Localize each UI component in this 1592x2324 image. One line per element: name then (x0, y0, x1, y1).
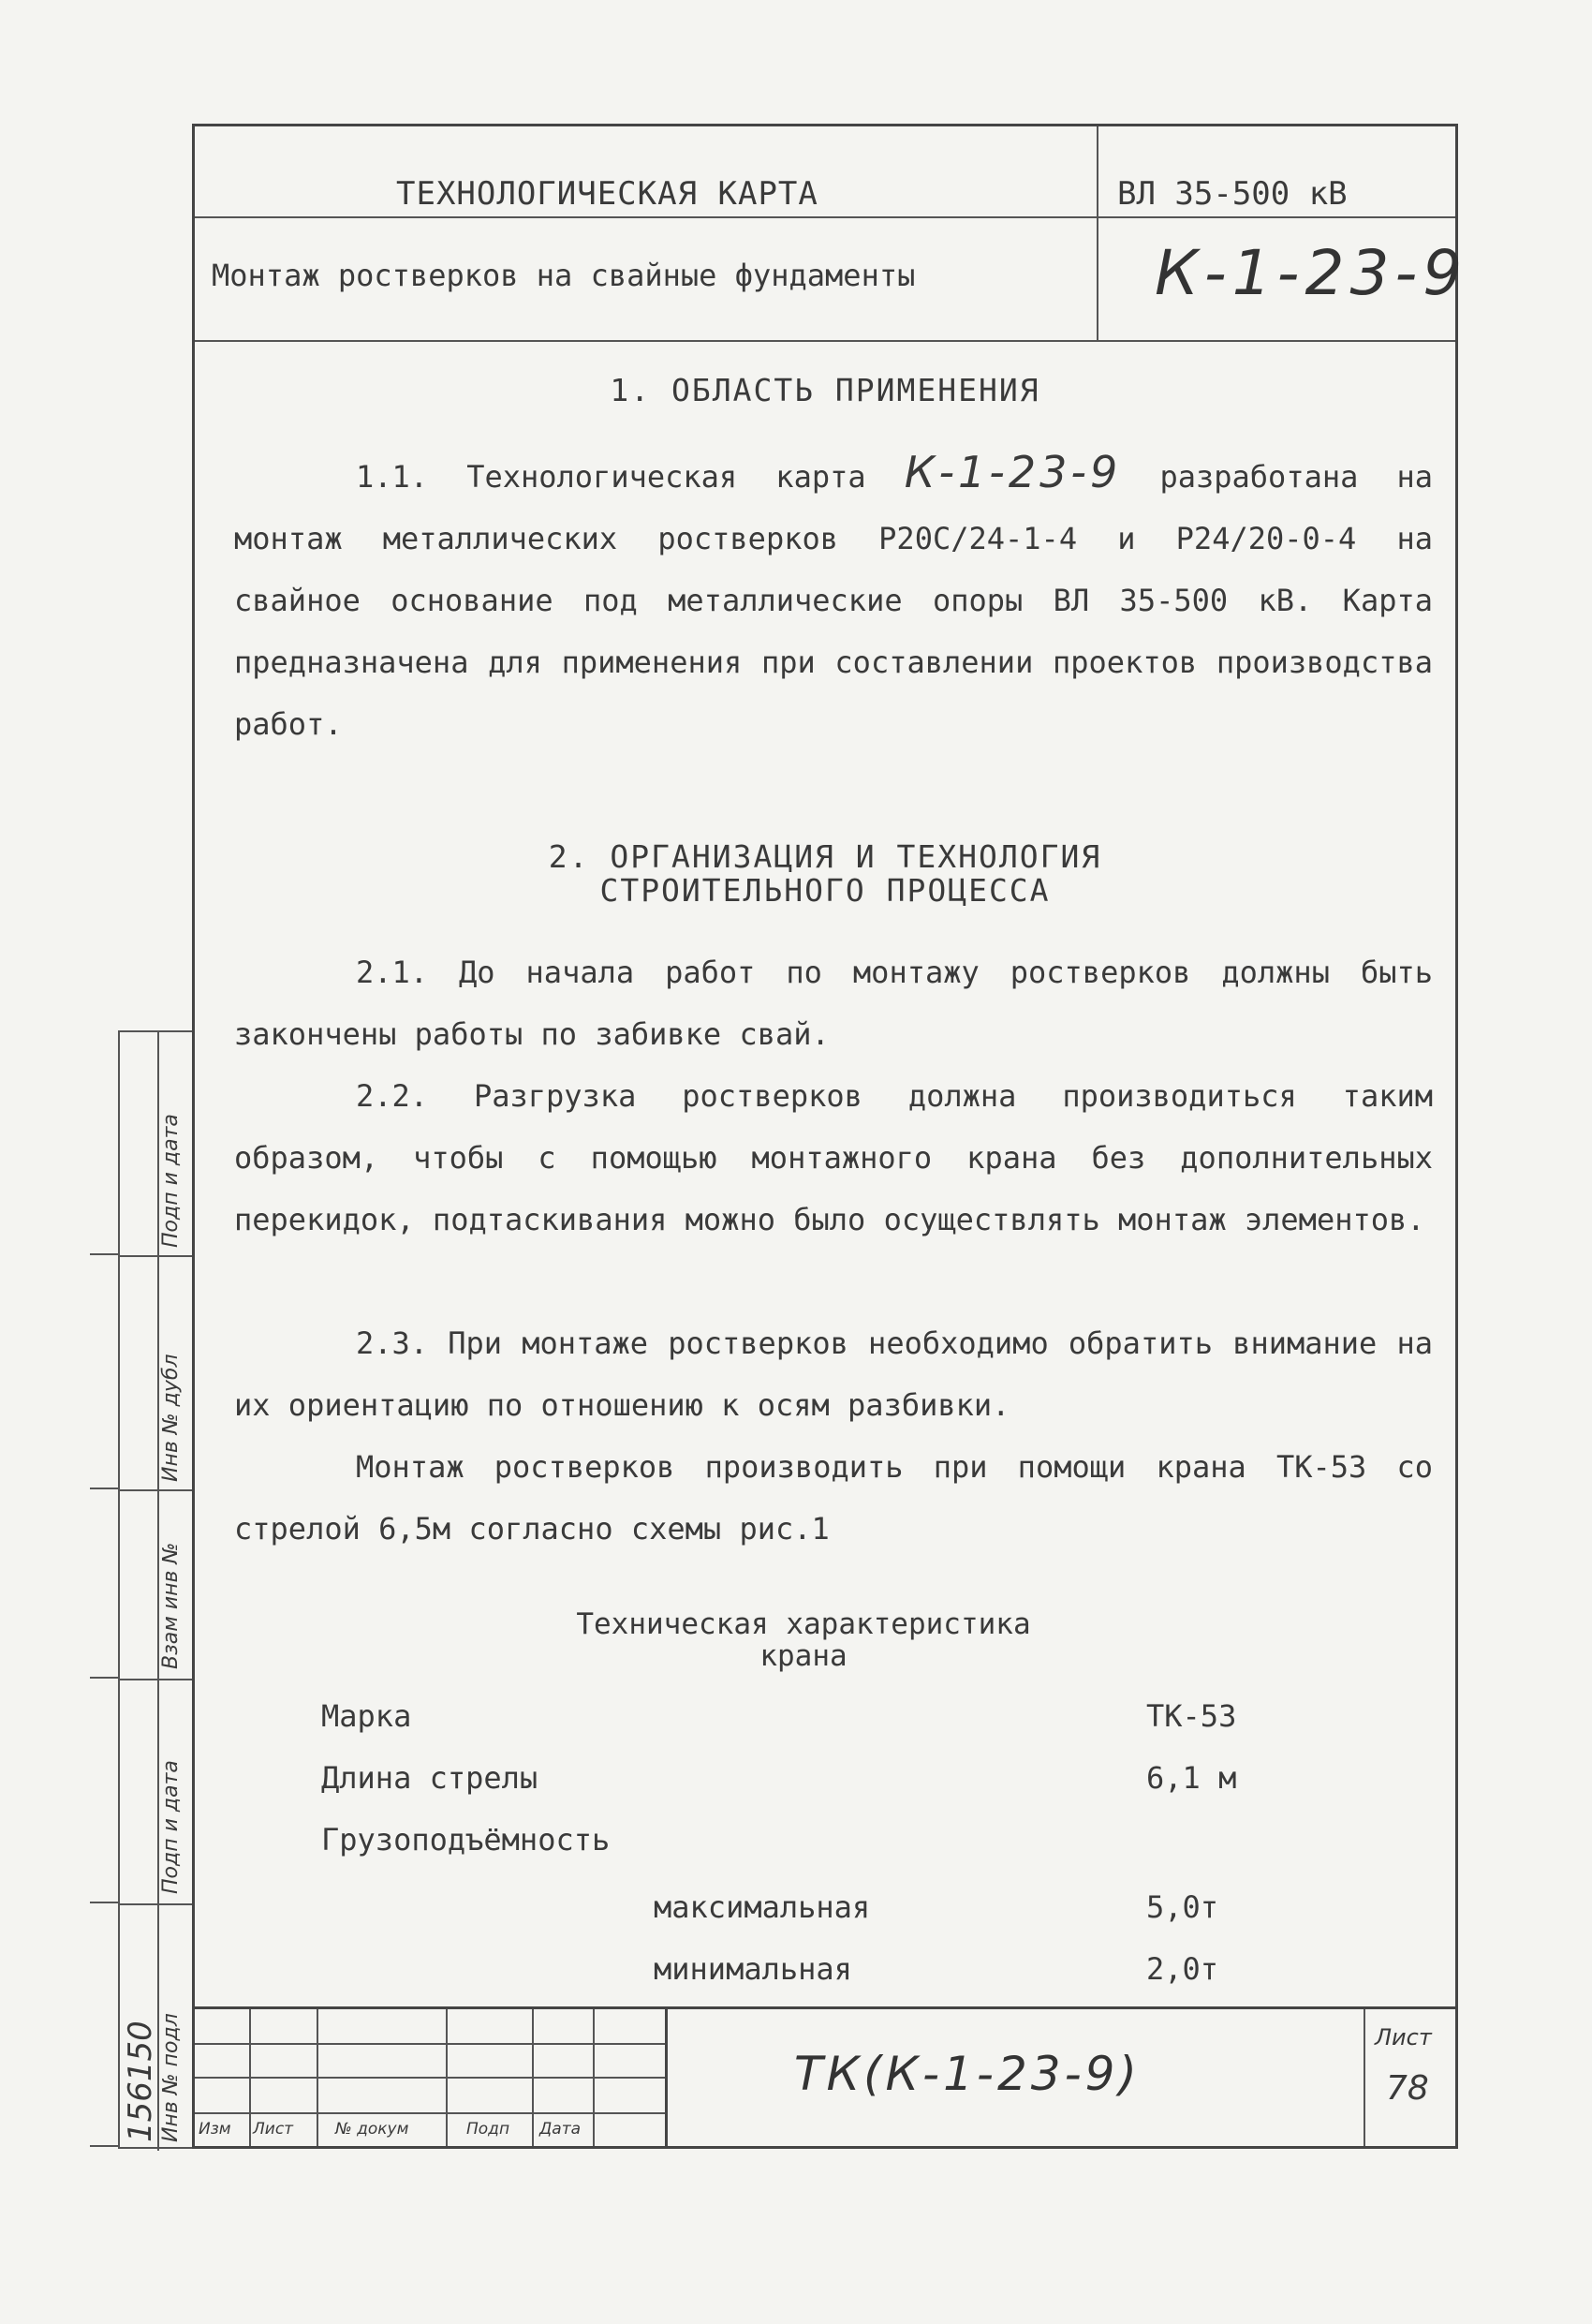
document-title: ТЕХНОЛОГИЧЕСКАЯ КАРТА (396, 175, 818, 213)
spec-value-brand: ТК-53 (1146, 1698, 1237, 1734)
header-divider (195, 216, 1455, 218)
margin-tick (90, 1253, 118, 1255)
section-2-heading-line-1: 2. ОРГАНИЗАЦИЯ И ТЕХНОЛОГИЯ (548, 838, 1102, 875)
margin-label-replace-inv: Взам инв № (159, 1542, 183, 1669)
margin-divider (120, 1679, 194, 1680)
grid-line (593, 2009, 595, 2146)
spec-label-capacity: Грузоподъёмность (321, 1822, 611, 1858)
grid-line (317, 2009, 318, 2146)
grid-line (249, 2009, 251, 2146)
grid-line (446, 2009, 448, 2146)
sheet-label: Лист (1375, 2024, 1432, 2050)
margin-inventory-number: 156150 (122, 2021, 159, 2142)
col-label-date: Дата (539, 2120, 582, 2139)
spec-label-capacity-min: минимальная (654, 1951, 852, 1987)
paragraph-2-4: Монтаж ростверков производить при помощи крана ТК-53 со стрелой 6,5м согласно схемы рис.1 (234, 1449, 1433, 1547)
margin-tick (90, 1488, 118, 1489)
spec-label-boom-length: Длина стрелы (321, 1760, 538, 1796)
spec-value-capacity-min: 2,0т (1146, 1951, 1219, 1987)
margin-tick (90, 1902, 118, 1903)
paragraph-1-1-code: К-1-23-9 (904, 447, 1122, 497)
section-2-heading (195, 840, 1455, 908)
paragraph-1-1 (234, 441, 1433, 755)
crane-spec-title-line-2: крана (759, 1639, 848, 1673)
sheet-number-box (1364, 2009, 1455, 2146)
margin-label-signature-date: Подп и дата (159, 1114, 183, 1248)
spec-value-capacity-max: 5,0т (1146, 1889, 1219, 1925)
margin-divider (120, 1255, 194, 1257)
col-label-sheet: Лист (253, 2120, 294, 2139)
section-2-heading-line-2: СТРОИТЕЛЬНОГО ПРОЦЕССА (599, 872, 1051, 909)
document-code: К-1-23-9 (1155, 237, 1468, 309)
document-scope: ВЛ 35-500 кВ (1117, 175, 1348, 213)
margin-label-signature-date-2: Подп и дата (159, 1760, 183, 1894)
spec-value-boom-length: 6,1 м (1146, 1760, 1237, 1796)
col-label-change: Изм (199, 2120, 231, 2139)
spec-label-capacity-max: максимальная (654, 1889, 871, 1925)
crane-spec-title (569, 1608, 1038, 1672)
document-sheet (192, 124, 1468, 2149)
margin-label-duplicate-inv: Инв № дубл (159, 1354, 183, 1482)
grid-line (532, 2009, 534, 2146)
margin-divider (120, 1489, 194, 1491)
title-block (195, 2006, 1455, 2146)
header-divider (195, 340, 1455, 342)
paragraph-1-1-text: разработана на монтаж металлических ростверков Р20С/24-1-4 и Р24/20-0-4 на свайное основание под металлические опоры ВЛ 35-500 кВ. Карта предназначена для применения при составлении проектов производства работ. (234, 459, 1434, 742)
paragraph-1-1-prefix: 1.1. Технологическая карта (356, 459, 866, 495)
spec-label-brand: Марка (321, 1698, 412, 1734)
paragraph-2-3: 2.3. При монтаже ростверков необходимо обратить внимание на их ориентацию по отношению к осям разбивки. (234, 1325, 1433, 1423)
margin-divider (120, 1903, 194, 1905)
header-divider-vertical (1097, 126, 1098, 340)
section-1-heading: 1. ОБЛАСТЬ ПРИМЕНЕНИЯ (610, 372, 1040, 408)
col-label-signature: Подп (466, 2120, 510, 2139)
sheet-number: 78 (1386, 2069, 1429, 2108)
revision-grid (195, 2009, 668, 2146)
binding-margin-strip (118, 1030, 192, 2149)
crane-spec-title-line-1: Техническая характеристика (576, 1607, 1031, 1641)
margin-tick (90, 2145, 118, 2147)
title-block-code: ТК(К-1-23-9) (794, 2047, 1141, 2101)
col-label-doc-number: № докум (335, 2120, 409, 2139)
document-subtitle: Монтаж ростверков на свайные фундаменты (212, 258, 916, 293)
margin-label-inv-original: Инв № подл (159, 2013, 183, 2142)
margin-tick (90, 1677, 118, 1679)
paragraph-2-1: 2.1. До начала работ по монтажу ростверков должны быть закончены работы по забивке свай. (234, 955, 1433, 1052)
paragraph-2-2: 2.2. Разгрузка ростверков должна производиться таким образом, чтобы с помощью монтажного крана без дополнительных перекидок, подтаскивания можно было осуществлять монтаж элементов. (234, 1078, 1433, 1237)
